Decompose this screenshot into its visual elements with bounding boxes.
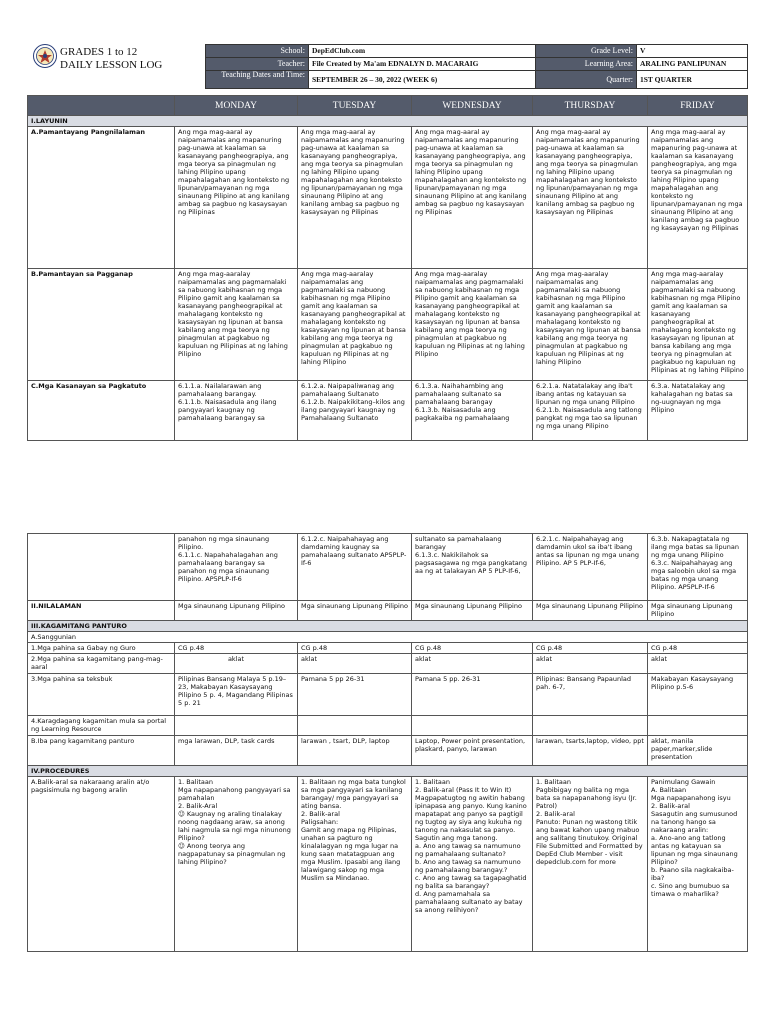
cell-tuesday: Ang mga mag-aaralay naipamamalas ang pagmamalaki sa nabuong kabihasnan ng mga Pilipino gamit ang kaalaman sa kasanayang pangheograpikal at mahalagang konteksto ng kasaysayan ng lipunan at bansa kabilang ang mga teorya ng pinagmulan at pagkabuo ng kapuluan ng Pilipinas at ng lahing Pilipino [298, 269, 412, 381]
cell-wednesday: Mga sinaunang Lipunang Pilipino [412, 601, 533, 621]
lesson-log-table-page2 [27, 533, 748, 952]
cell-thursday [533, 716, 648, 736]
cell-monday: panahon ng mga sinaunang Pilipino. 6.1.1.c. Napahahalagahan ang pamahalaang barangay sa panahon ng mga sinaunang Pilipino. AP5PLP-If-6 [175, 534, 298, 601]
form-title: GRADES 1 to 12 [60, 46, 138, 58]
cell-thursday: 6.2.1.a. Natatalakay ang iba't ibang antas ng katayuan sa lipunan ng mga unang Pilipino 6.2.1.b. Naisasadula ang tatlong pangkat ng mga tao sa lipunan ng mga unang Pilipino [533, 381, 648, 441]
grade-level-label: Grade Level: [536, 45, 637, 58]
cell-wednesday: Pamana 5 pp. 26-31 [412, 674, 533, 716]
school-value: DepEdClub.com [309, 45, 536, 58]
cell-wednesday: 1. Balitaan 2. Balik-aral (Pass It to Win It) Magpapatugtog ng awitin habang ipinapasa ang panyo. Kung kanino mapatapat ang panyo sa pagtigil ng tugtog ay siya ang kukuha ng tanong na nakasulat sa panyo. Sagutin ang mga tanong. a. Ano ang tawag sa namumuno ng pamahalaang sultanato? b. Ano ang tawag sa namumuno ng pamahalaang barangay.? c. Ano ang tawag sa tagapaghatid ng balita sa barangay? d. Ang pamamahala sa pamahalaang sultanato ay batay sa anong relihiyon? [412, 777, 533, 952]
row-label-iba-pang-kagamitan: B.Iba pang kagamitang panturo [28, 736, 175, 766]
section-layunin: I.LAYUNIN [28, 116, 748, 127]
cell-friday: 6.3.b. Nakapagtatala ng ilang mga batas sa lipunan ng mga unang Pilipino 6.3.c. Naipahahayag ang mga saloobin ukol sa mga batas ng mga unang Pilipino. AP5PLP-If-6 [648, 534, 748, 601]
row-label-pamantayang-pangnilalaman: A.Pamantayang Pangnilalaman [28, 127, 175, 269]
teaching-dates-value: SEPTEMBER 26 – 30, 2022 (WEEK 6) [309, 71, 536, 89]
cell-monday: aklat [175, 654, 298, 674]
cell-tuesday: 6.1.2.a. Naipapaliwanag ang pamahalaang Sultanato 6.1.2.b. Naipakikitang–kilos ang ilang pangyayari kaugnay ng Pamahalaang Sultanato [298, 381, 412, 441]
cell-wednesday: CG p.48 [412, 643, 533, 654]
deped-seal-logo [33, 44, 57, 68]
cell-friday: Panimulang Gawain A. Balitaan Mga napapanahong isyu 2. Balik-aral Sasagutin ang sumusunod na tanong hango sa nakaraang aralin: a. Ano-ano ang tatlong antas ng katayuan sa lipunan ng mga sinaunang Pilipino? b. Paano sila nagkakaiba-iba? c. Sino ang bumubuo sa timawa o maharlika? [648, 777, 748, 952]
cell-wednesday: Laptop, Power point presentation, plaskard, panyo, larawan [412, 736, 533, 766]
day-header-friday: FRIDAY [648, 96, 748, 116]
cell-monday: Mga sinaunang Lipunang Pilipino [175, 601, 298, 621]
cell-tuesday: larawan , tsart, DLP, laptop [298, 736, 412, 766]
cell-wednesday: aklat [412, 654, 533, 674]
cell-thursday: Ang mga mag-aaralay naipamamalas ang pagmamalaki sa nabuong kabihasnan ng mga Pilipino gamit ang kaalaman sa kasanayang pangheograpikal at mahalagang konteksto ng kasaysayan ng lipunan at bansa kabilang ang mga teorya ng pinagmulan at pagkabuo ng kapuluan ng Pilipinas at ng lahing Pilipino [533, 269, 648, 381]
section-sanggunian: A.Sanggunian [28, 632, 748, 643]
learning-area-label: Learning Area: [536, 58, 637, 71]
row-label-nilalaman: II.NILALAMAN [28, 601, 175, 621]
cell-friday [648, 716, 748, 736]
cell-thursday: Pilipinas: Bansang Papaunlad pah. 6-7, [533, 674, 648, 716]
cell-tuesday: CG p.48 [298, 643, 412, 654]
continued-label-cell [28, 534, 175, 601]
form-subtitle: DAILY LESSON LOG [60, 59, 163, 71]
row-label-learning-resource-portal: 4.Karagdagang kagamitan mula sa portal ng Learning Resource [28, 716, 175, 736]
cell-wednesday [412, 716, 533, 736]
row-label-pamantayan-sa-pagganap: B.Pamantayan sa Pagganap [28, 269, 175, 381]
teacher-label: Teacher: [206, 58, 309, 71]
learning-area-value: ARALING PANLIPUNAN [637, 58, 748, 71]
grade-level-value: V [637, 45, 748, 58]
cell-friday: Ang mga mag-aaralay naipamamalas ang pagmamalaki sa nabuong kabihasnan ng mga Pilipino gamit ang kaalaman sa kasanayang pangheograpikal at mahalagang konteksto ng kasaysayan ng lipunan at bansa kabilang ang mga teorya ng pinagmulan at pagkabuo ng kapuluan ng Pilipinas at ng lahing Pilipino [648, 269, 748, 381]
cell-friday: 6.3.a. Natatalakay ang kahalagahan ng batas sa ng-uugnayan ng mga Pilipino [648, 381, 748, 441]
row-label-teksbuk: 3.Mga pahina sa teksbuk [28, 674, 175, 716]
lesson-log-table-page1 [27, 95, 748, 441]
teacher-value: File Created by Ma'am EDNALYN D. MACARAIG [309, 58, 536, 71]
cell-tuesday [298, 716, 412, 736]
quarter-label: Quarter: [536, 71, 637, 89]
header-info-grid [205, 44, 748, 89]
cell-wednesday: 6.1.3.a. Naihahambing ang pamahalaang sultanato sa pamahalaang barangay 6.1.3.b. Naisasadula ang pagkakaiba ng pamahalaang [412, 381, 533, 441]
cell-wednesday: sultanato sa pamahalaang barangay 6.1.3.c. Nakikilahok sa pagsasagawa ng mga pangkatang aa ng at talakayan AP 5 PLP-If-6, [412, 534, 533, 601]
cell-monday: 1. Balitaan Mga napapanahong pangyayari sa pamahalan 2. Balik-Aral ☺ Kaugnay ng araling tinalakay noong nagdaang araw, sa anong lahi nagmula sa ngi mga ninunong Pilipino? ☺ Anong teorya ang nagpapatunay sa pinagmulan ng lahing Pilipino? [175, 777, 298, 952]
row-label-kagamitang-pang-mag-aaral: 2.Mga pahina sa kagamitang pang-mag-aaral [28, 654, 175, 674]
cell-thursday: aklat [533, 654, 648, 674]
cell-monday: Pilipinas Bansang Malaya 5 p.19–23, Makabayan Kasaysayang Pilipino 5 p. 4, Magandang Pilipinas 5 p. 21 [175, 674, 298, 716]
row-label-gabay-ng-guro: 1.Mga pahina sa Gabay ng Guro [28, 643, 175, 654]
cell-friday: aklat [648, 654, 748, 674]
row-label-mga-kasanayan: C.Mga Kasanayan sa Pagkatuto [28, 381, 175, 441]
cell-monday: 6.1.1.a. Nailalarawan ang pamahalaang barangay. 6.1.1.b. Naisasadula ang ilang pangyayari kaugnay ng pamahalaang barangay sa [175, 381, 298, 441]
cell-wednesday: Ang mga mag-aaral ay naipamamalas ang mapanuring pag-unawa at kaalaman sa kasanayang pangheograpiya, ang mga teorya sa pinagmulan ng lahing Pilipino upang mapahalagahan ang konteksto ng lipunan/pamayanan ng mga sinaunang Pilipino at ang kanilang ambag sa pagbuo ng kasaysayan ng Pilipinas [412, 127, 533, 269]
cell-tuesday: 6.1.2.c. Naipahahayag ang damdaming kaugnay sa pamahalaang sultanato AP5PLP-If-6 [298, 534, 412, 601]
cell-thursday: larawan, tsarts,laptop, video, ppt [533, 736, 648, 766]
school-label: School: [206, 45, 309, 58]
cell-monday: CG p.48 [175, 643, 298, 654]
section-procedures: IV.PROCEDURES [28, 766, 748, 777]
cell-monday: mga larawan, DLP, task cards [175, 736, 298, 766]
cell-thursday: CG p.48 [533, 643, 648, 654]
cell-thursday: Ang mga mag-aaral ay naipamamalas ang mapanuring pag-unawa at kaalaman sa kasanayang pangheograpiya, ang mga teorya sa pinagmulan ng lahing Pilipino upang mapahalagahan ang konteksto ng lipunan/pamayanan ng mga sinaunang Pilipino at ang kanilang ambag sa pagbuo ng kasaysayan ng Pilipinas [533, 127, 648, 269]
cell-friday: Ang mga mag-aaral ay naipamamalas ang mapanuring pag-unawa at kaalaman sa kasanayang pangheograpiya, ang mga teorya sa pinagmulan ng lahing Pilipino upang mapahalagahan ang konteksto ng lipunan/pamayanan ng mga sinaunang Pilipino at ang kanilang ambag sa pagbuo ng kasaysayan ng Pilipinas [648, 127, 748, 269]
cell-tuesday: Pamana 5 pp 26-31 [298, 674, 412, 716]
day-header-monday: MONDAY [175, 96, 298, 116]
cell-thursday: 6.2.1.c. Naipahahayag ang damdamin ukol sa iba't ibang antas sa lipunan ng mga unang Pilipino. AP 5 PLP-If-6, [533, 534, 648, 601]
day-header-thursday: THURSDAY [533, 96, 648, 116]
quarter-value: 1ST QUARTER [637, 71, 748, 89]
row-label-balik-aral: A.Balik-aral sa nakaraang aralin at/o pagsisimula ng bagong aralin [28, 777, 175, 952]
cell-thursday: 1. Balitaan Pagbibigay ng balita ng mga bata sa napapanahong isyu (Jr. Patrol) 2. Balik-aral Panuto: Punan ng wastong titik ang bawat kahon upang mabuo ang salitang tinutukoy. Original File Submitted and Formatted by DepEd Club Member - visit depedclub.com for more [533, 777, 648, 952]
cell-friday: CG p.48 [648, 643, 748, 654]
cell-tuesday: aklat [298, 654, 412, 674]
cell-monday: Ang mga mag-aaral ay naipamamalas ang mapanuring pag-unawa at kaalaman sa kasanayang pangheograpiya, ang mga teorya sa pinagmulan ng lahing Pilipino upang mapahalagahan ang konteksto ng lipunan/pamayanan ng mga sinaunang Pilipino at ang kanilang ambag sa pagbuo ng kasaysayan ng Pilipinas [175, 127, 298, 269]
cell-friday: Mga sinaunang Lipunang Pilipino [648, 601, 748, 621]
section-kagamitang-panturo: III.KAGAMITANG PANTURO [28, 621, 748, 632]
day-header-wednesday: WEDNESDAY [412, 96, 533, 116]
cell-tuesday: 1. Balitaan ng mga bata tungkol sa mga pangyayari sa kanilang barangay/ mga pangyayari sa ating bansa. 2. Balik-aral Paligsahan: Gamit ang mapa ng Pilipinas, unahan sa pagturo ng kinalalagyan ng mga lugar na kung saan matatagpuan ang mga Muslim. Ipasabi ang ilang lalawigang sakop ng mga Muslim sa Mindanao. [298, 777, 412, 952]
cell-wednesday: Ang mga mag-aaralay naipamamalas ang pagmamalaki sa nabuong kabihasnan ng mga Pilipino gamit ang kaalaman sa kasanayang pangheograpikal at mahalagang konteksto ng kasaysayan ng lipunan at bansa kabilang ang mga teorya ng pinagmulan at pagkabuo ng kapuluan ng Pilipinas at ng lahing Pilipino [412, 269, 533, 381]
cell-friday: Makabayan Kasaysayang Pilipino p.5-6 [648, 674, 748, 716]
cell-friday: aklat, manila paper,marker,slide presentation [648, 736, 748, 766]
cell-monday [175, 716, 298, 736]
corner-header [28, 96, 175, 116]
day-header-tuesday: TUESDAY [298, 96, 412, 116]
cell-thursday: Mga sinaunang Lipunang Pilipino [533, 601, 648, 621]
cell-monday: Ang mga mag-aaralay naipamamalas ang pagmamalaki sa nabuong kabihasnan ng mga Pilipino gamit ang kaalaman sa kasanayang pangheograpikal at mahalagang konteksto ng kasaysayan ng lipunan at bansa kabilang ang mga teorya ng pinagmulan at pagkabuo ng kapuluan ng Pilipinas at ng lahing Pilipino [175, 269, 298, 381]
teaching-dates-label: Teaching Dates and Time: [206, 71, 309, 89]
cell-tuesday: Mga sinaunang Lipunang Pilipino [298, 601, 412, 621]
cell-tuesday: Ang mga mag-aaral ay naipamamalas ang mapanuring pag-unawa at kaalaman sa kasanayang pangheograpiya, ang mga teorya sa pinagmulan ng lahing Pilipino upang mapahalagahan ang konteksto ng lipunan/pamayanan ng mga sinaunang Pilipino at ang kanilang ambag sa pagbuo ng kasaysayan ng Pilipinas [298, 127, 412, 269]
